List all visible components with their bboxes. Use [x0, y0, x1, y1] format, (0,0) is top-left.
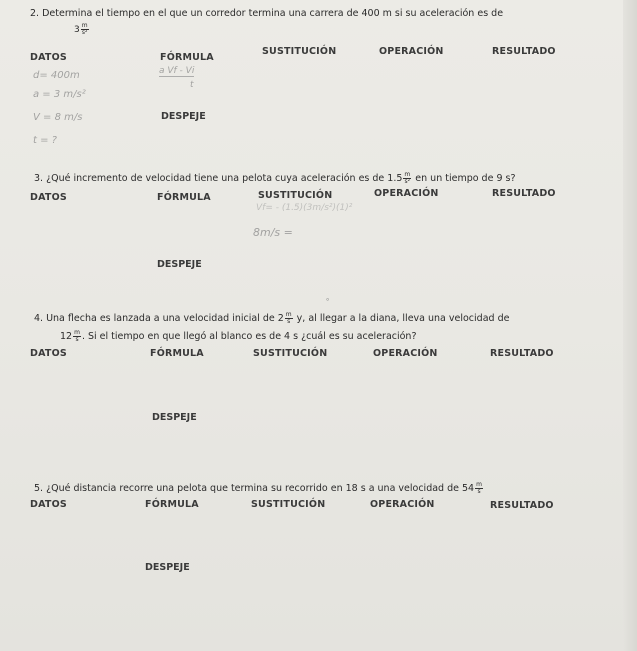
- handwritten-formula-numerator: a Vf - Vi: [159, 66, 195, 76]
- unit-num: m: [285, 311, 292, 318]
- question-4-text: [34, 312, 509, 325]
- header-operacion-q2: OPERACIÓN: [379, 46, 444, 57]
- despeje-label-q3: DESPEJE: [157, 259, 202, 270]
- header-formula-q3: FÓRMULA: [157, 192, 211, 203]
- unit-num: m: [81, 22, 88, 29]
- header-sustitucion-q2: SUSTITUCIÓN: [262, 46, 337, 57]
- question-3-statement: 3. ¿Qué incremento de velocidad tiene una pelota cuya aceleración es de 1.5: [34, 173, 403, 184]
- question-5-text: [34, 482, 484, 495]
- header-resultado-q2: RESULTADO: [492, 46, 556, 57]
- question-4-statement-end: . Si el tiempo en que llegó al blanco es de 4 s ¿cuál es su aceleración?: [81, 331, 417, 342]
- header-datos-q4: DATOS: [30, 348, 67, 359]
- header-sustitucion-q4: SUSTITUCIÓN: [253, 348, 328, 359]
- header-resultado-q4: RESULTADO: [490, 348, 554, 359]
- unit-den: s²: [81, 29, 88, 36]
- header-datos-q5: DATOS: [30, 499, 67, 510]
- question-4-statement: 4. Una flecha es lanzada a una velocidad inicial de 2: [34, 313, 284, 324]
- header-operacion-q5: OPERACIÓN: [370, 499, 435, 510]
- handwritten-substitution-q3: Vf= - (1.5)(3m/s²)(1)²: [256, 203, 353, 213]
- page-edge-shadow: [623, 0, 637, 651]
- handwritten-distance: d= 400m: [33, 70, 80, 81]
- handwritten-velocity: V = 8 m/s: [33, 112, 83, 123]
- unit-den: s: [477, 488, 481, 495]
- unit-value: 3: [74, 25, 80, 35]
- unit-den: s: [287, 318, 291, 325]
- despeje-label-q4: DESPEJE: [152, 412, 197, 423]
- question-3-statement-end: en un tiempo de 9 s?: [415, 173, 516, 184]
- unit-fraction: [73, 330, 81, 343]
- unit-den: s: [75, 336, 79, 343]
- question-4-text-line2: [60, 330, 417, 343]
- unit-value: 12: [60, 331, 73, 342]
- handwritten-time: t = ?: [33, 135, 57, 146]
- header-sustitucion-q5: SUSTITUCIÓN: [251, 499, 326, 510]
- despeje-label-q2: DESPEJE: [161, 111, 206, 122]
- unit-fraction: [285, 312, 293, 325]
- handwritten-result-q3: 8m/s =: [253, 226, 293, 239]
- question-2-statement: 2. Determina el tiempo en el que un corredor termina una carrera de 400 m si su aceleración es de: [30, 8, 504, 19]
- unit-num: m: [74, 329, 80, 336]
- header-datos-q3: DATOS: [30, 192, 67, 203]
- unit-fraction: [403, 172, 411, 185]
- header-operacion-q3: OPERACIÓN: [374, 188, 439, 199]
- question-2-text: [30, 8, 503, 19]
- header-formula-q4: FÓRMULA: [150, 348, 204, 359]
- handwritten-acceleration: a = 3 m/s²: [33, 89, 86, 100]
- question-4-statement-middle: y, al llegar a la diana, lleva una velocidad de: [296, 313, 510, 324]
- unit-fraction: [475, 482, 483, 495]
- handwritten-formula-denominator: t: [190, 80, 194, 90]
- unit-num: m: [404, 171, 411, 178]
- header-datos-q2: DATOS: [30, 52, 67, 63]
- header-sustitucion-q3: SUSTITUCIÓN: [258, 190, 333, 201]
- unit-fraction: [81, 23, 89, 36]
- header-resultado-q5: RESULTADO: [490, 500, 554, 511]
- paper-speck: ∘: [325, 295, 331, 304]
- header-formula-q5: FÓRMULA: [145, 499, 199, 510]
- question-2-unit: [74, 23, 90, 36]
- unit-num: m: [476, 481, 482, 488]
- header-resultado-q3: RESULTADO: [492, 188, 556, 199]
- unit-den: s²: [404, 178, 411, 185]
- header-formula-q2: FÓRMULA: [160, 52, 214, 63]
- question-5-statement: 5. ¿Qué distancia recorre una pelota que termina su recorrido en 18 s a una velocidad de 54: [34, 483, 475, 494]
- despeje-label-q5: DESPEJE: [145, 562, 190, 573]
- question-3-text: [34, 172, 516, 185]
- header-operacion-q4: OPERACIÓN: [373, 348, 438, 359]
